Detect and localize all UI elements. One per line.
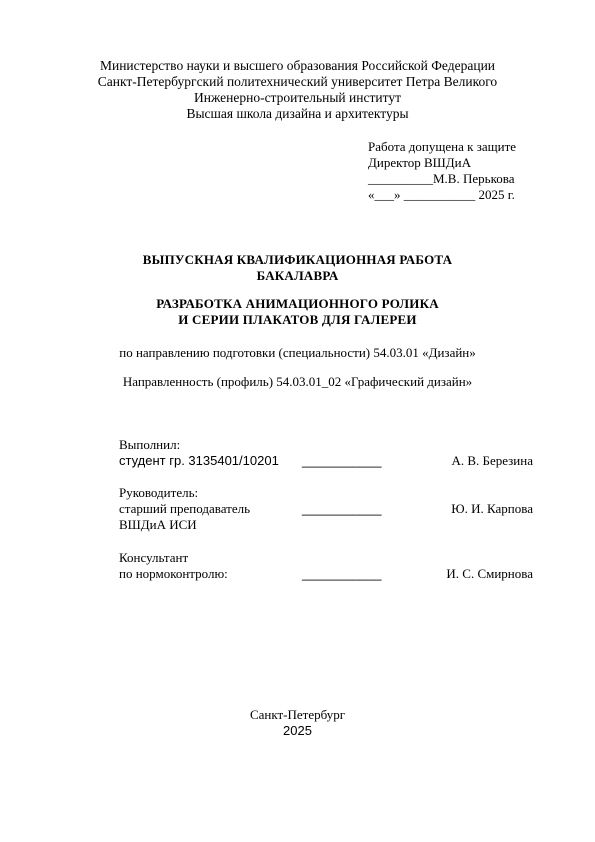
approval-director-title: Директор ВШДиА [368,155,471,170]
approval-director-signature: __________М.В. Перькова [368,171,515,186]
consultant-role: по нормоконтролю: [119,566,228,581]
performer-name: А. В. Березина [451,453,533,468]
supervisor-signature-line: ___________ [302,501,382,516]
performer-role [119,453,279,469]
work-type-line2: БАКАЛАВРА [256,268,339,283]
consultant-signature-line: ___________ [302,566,382,581]
supervisor-department: ВШДиА ИСИ [119,517,197,532]
topic-line1: РАЗРАБОТКА АНИМАЦИОННОГО РОЛИКА [156,296,439,311]
supervisor-heading: Руководитель: [119,485,199,500]
supervisor-name: Ю. И. Карпова [451,501,533,516]
consultant-name: И. С. Смирнова [446,566,533,581]
performer-role-text: студент гр. 3135401/10201 [119,453,279,468]
school-line: Высшая школа дизайна и архитектуры [186,106,409,121]
performer-signature-line: ___________ [302,453,382,468]
university-line: Санкт-Петербургский политехнический университет Петра Великого [97,74,498,89]
footer-year: 2025 [283,723,312,738]
direction-text: по направлению подготовки (специальности) 54.03.01 «Дизайн» [119,345,476,360]
profile-text: Направленность (профиль) 54.03.01_02 «Графический дизайн» [122,374,473,389]
ministry-line: Министерство науки и высшего образования Российской Федерации [99,58,496,73]
supervisor-role: старший преподаватель [119,501,251,516]
topic-line2: И СЕРИИ ПЛАКАТОВ ДЛЯ ГАЛЕРЕИ [178,312,417,327]
performer-heading: Выполнил: [119,437,181,452]
consultant-heading: Консультант [119,550,189,565]
work-type-line1: ВЫПУСКНАЯ КВАЛИФИКАЦИОННАЯ РАБОТА [142,252,453,267]
institute-line: Инженерно-строительный институт [194,90,401,105]
approval-status: Работа допущена к защите [368,139,517,154]
footer-city: Санкт-Петербург [249,707,346,722]
approval-date: «___» ___________ 2025 г. [368,187,515,202]
